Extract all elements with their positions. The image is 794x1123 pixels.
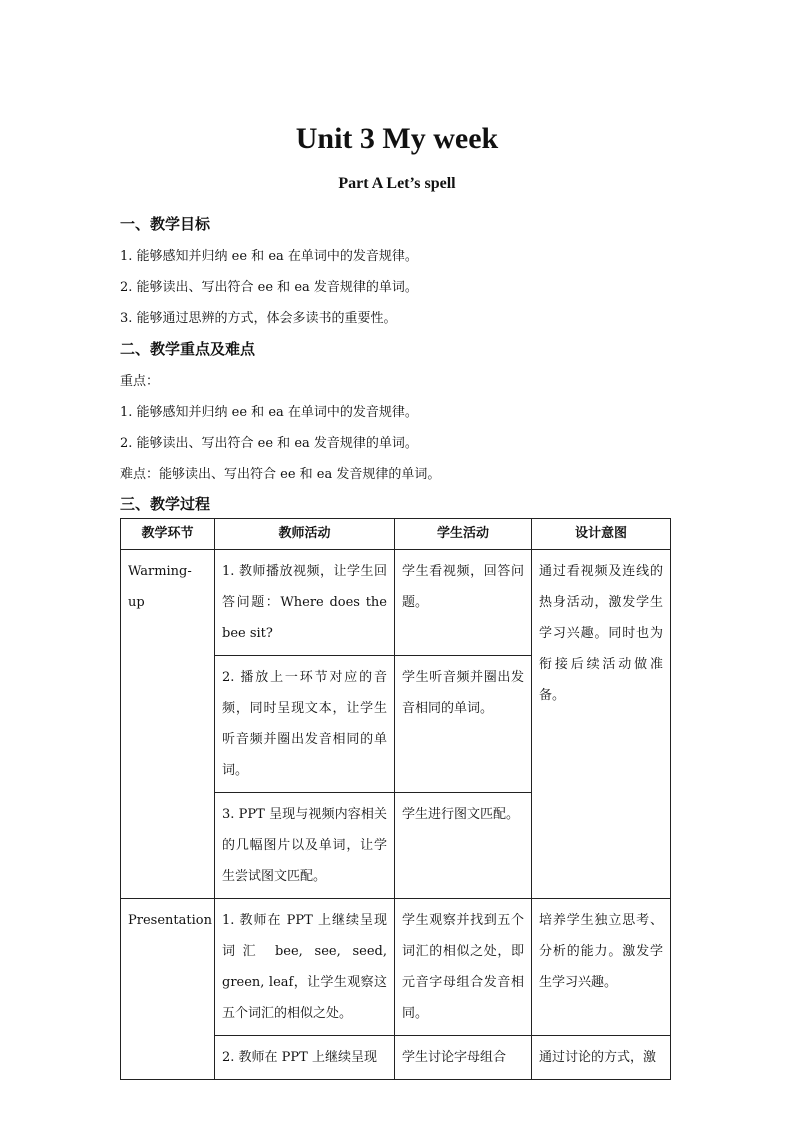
teacher-activity-cell: 3. PPT 呈现与视频内容相关的几幅图片以及单词，让学生尝试图文匹配。 <box>215 793 395 899</box>
key-point-item-1: 1. 能够感知并归纳 ee 和 ea 在单词中的发音规律。 <box>120 405 418 420</box>
objective-item-1: 1. 能够感知并归纳 ee 和 ea 在单词中的发音规律。 <box>120 249 418 264</box>
table-header-row <box>121 519 671 550</box>
teacher-activity-cell: 1. 教师播放视频，让学生回答问题：Where does the bee sit? <box>215 550 395 656</box>
student-activity-cell: 学生讨论字母组合 <box>395 1036 532 1080</box>
table-header: 教师活动 <box>215 519 395 550</box>
student-activity-cell: 学生观察并找到五个词汇的相似之处，即元音字母组合发音相同。 <box>395 899 532 1036</box>
document-subtitle: Part A Let’s spell <box>338 175 456 192</box>
design-purpose-cell: 通过讨论的方式，激 <box>532 1036 671 1080</box>
section-heading-objectives: 一、教学目标 <box>120 215 211 233</box>
objective-item-2: 2. 能够读出、写出符合 ee 和 ea 发音规律的单词。 <box>120 280 418 295</box>
section-heading-key-points: 二、教学重点及难点 <box>120 340 256 358</box>
section-heading-process: 三、教学过程 <box>120 495 211 513</box>
table-header: 教学环节 <box>121 519 215 550</box>
student-activity-cell: 学生看视频，回答问题。 <box>395 550 532 656</box>
student-activity-cell: 学生进行图文匹配。 <box>395 793 532 899</box>
key-points-label: 重点： <box>120 374 160 389</box>
table-row <box>121 899 671 1036</box>
document-title: Unit 3 My week <box>295 122 499 155</box>
teaching-process-table <box>120 518 671 1080</box>
table-header: 学生活动 <box>395 519 532 550</box>
objective-item-3: 3. 能够通过思辨的方式，体会多读书的重要性。 <box>120 311 397 326</box>
teacher-activity-cell: 1. 教师在 PPT 上继续呈现词汇 bee, see, seed, green, leaf，让学生观察这五个词汇的相似之处。 <box>215 899 395 1036</box>
teacher-activity-cell: 2. 教师在 PPT 上继续呈现 <box>215 1036 395 1080</box>
design-purpose-cell: 通过看视频及连线的热身活动，激发学生学习兴趣。同时也为衔接后续活动做准备。 <box>532 550 671 899</box>
teacher-activity-cell: 2. 播放上一环节对应的音频，同时呈现文本，让学生听音频并圈出发音相同的单词。 <box>215 656 395 793</box>
difficulty-text: 难点：能够读出、写出符合 ee 和 ea 发音规律的单词。 <box>120 467 441 482</box>
table-row <box>121 550 671 656</box>
table-header: 设计意图 <box>532 519 671 550</box>
stage-cell-presentation: Presentation <box>121 899 215 1080</box>
key-point-item-2: 2. 能够读出、写出符合 ee 和 ea 发音规律的单词。 <box>120 436 418 451</box>
design-purpose-cell: 培养学生独立思考、分析的能力。激发学生学习兴趣。 <box>532 899 671 1036</box>
student-activity-cell: 学生听音频并圈出发音相同的单词。 <box>395 656 532 793</box>
stage-cell-warmup: Warming-up <box>121 550 215 899</box>
